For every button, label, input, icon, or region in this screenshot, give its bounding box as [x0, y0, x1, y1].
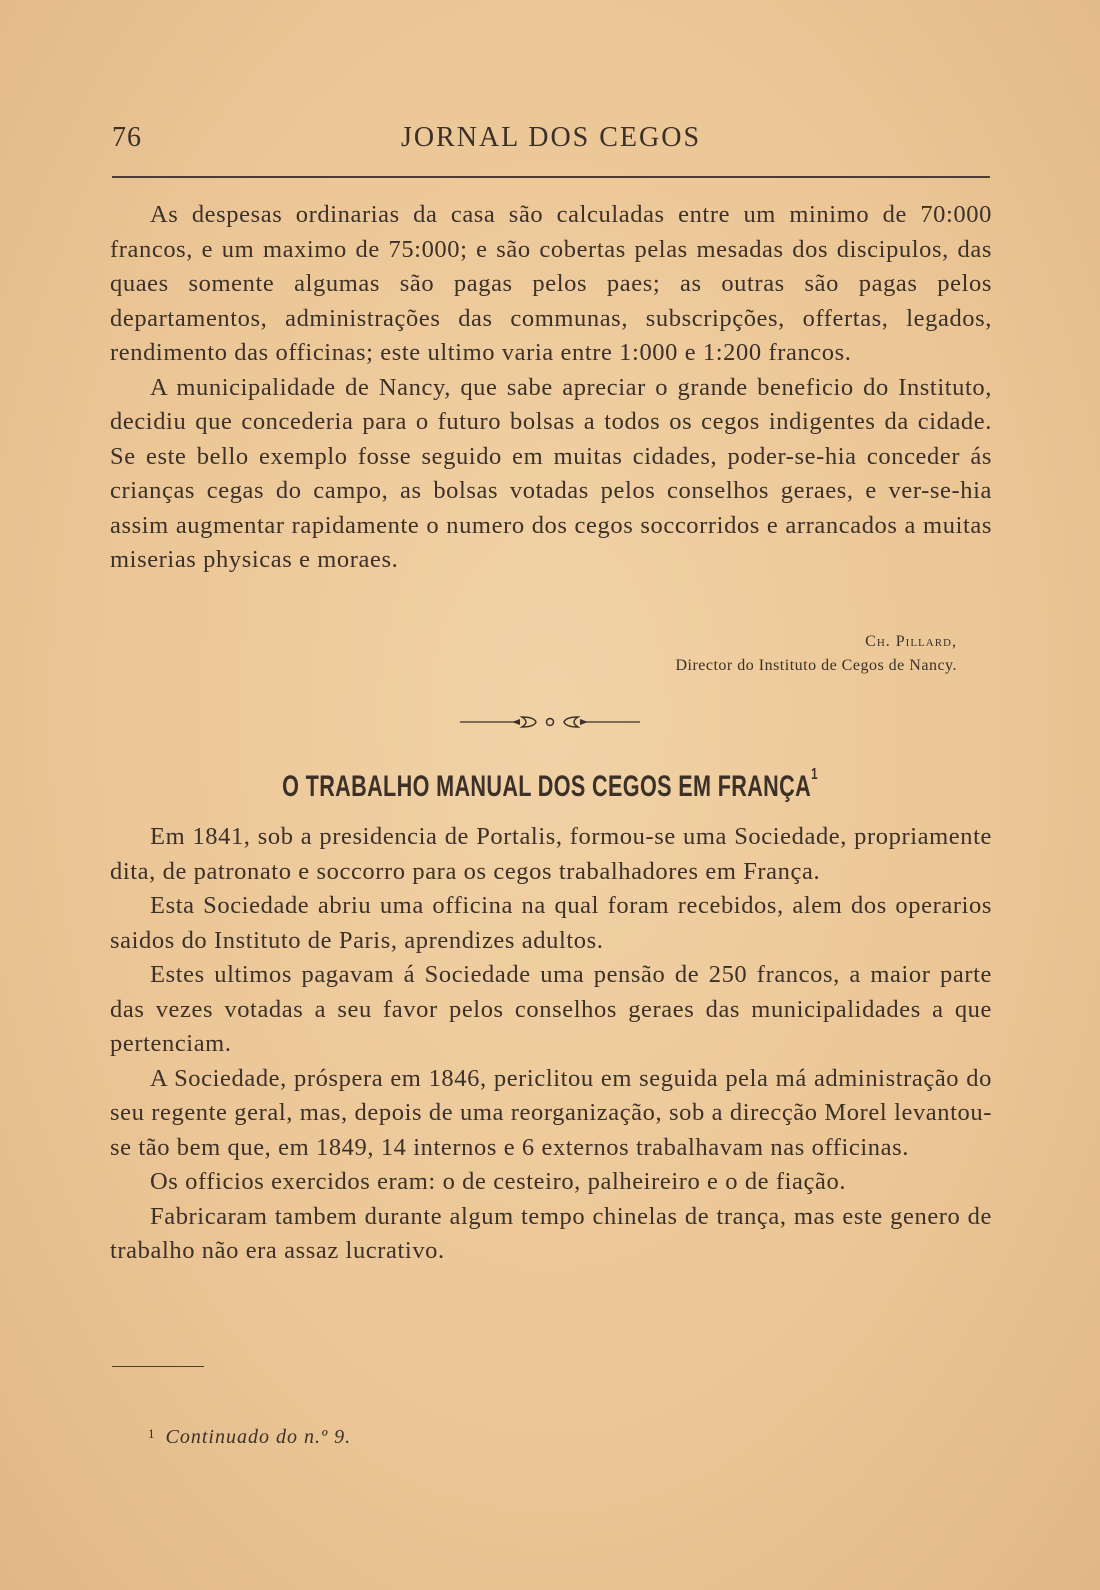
paragraph: Fabricaram tambem durante algum tempo chinelas de trança, mas este genero de trabalho não era assaz lucrativo. [110, 1202, 992, 1264]
ornamental-separator [460, 712, 640, 732]
paragraph: A municipalidade de Nancy, que sabe apreciar o grande beneficio do Instituto, decidiu que concederia para o futuro bolsas a todos os cegos indigentes da cidade. Se este bello exemplo fosse seguido em muitas cidades, poder-se-hia conceder ás crianças cegas do campo, as bolsas votadas pelos conselhos geraes, e ver-se-hia assim augmentar rapidamente o numero dos cegos soccorridos e arrancados a muitas miserias physicas e moraes. [110, 373, 992, 573]
signature-name: Ch. Pillard, [865, 633, 957, 650]
paragraph: As despesas ordinarias da casa são calculadas entre um minimo de 70:000 francos, e um maximo de 75:000; e são cobertas pelas mesadas dos discipulos, das quaes somente algumas são pagas pelos paes; as outras são pagas pelos departamentos, administrações das communas, subscripções, offertas, legados, rendimento das officinas; este ultimo varia entre 1:000 e 1:200 francos. [110, 201, 992, 366]
page-header [112, 118, 990, 162]
paragraph: A Sociedade, próspera em 1846, periclitou em seguida pela má administração do seu regente geral, mas, depois de uma reorganização, sob a direcção Morel levantou-se tão bem que, em 1849, 14 internos e 6 externos trabalhavam nas officinas. [110, 1064, 992, 1161]
article-body [110, 820, 992, 1269]
paragraph: Estes ultimos pagavam á Sociedade uma pensão de 250 francos, a maior parte das vezes votadas a seu favor pelos conselhos geraes das municipalidades a que pertenciam. [110, 961, 992, 1057]
paragraph: Os officios exercidos eram: o de cesteiro, palheireiro e o de fiação. [150, 1168, 847, 1195]
page-number: 76 [112, 122, 142, 153]
footnote-text: Continuado do n.º 9. [165, 1426, 352, 1448]
article-body [110, 198, 992, 578]
paragraph: Em 1841, sob a presidencia de Portalis, formou-se uma Sociedade, propriamente dita, de patronato e soccorro para os cegos trabalhadores em França. [110, 823, 992, 885]
signature-block [675, 630, 957, 678]
paragraph: Esta Sociedade abriu uma officina na qual foram recebidos, alem dos operarios saidos do Instituto de Paris, aprendizes adultos. [110, 892, 992, 954]
running-title: JORNAL DOS CEGOS [400, 122, 702, 153]
header-rule [112, 176, 990, 178]
footnote-rule [112, 1366, 204, 1367]
signature-title: Director do Instituto de Cegos de Nancy. [675, 657, 957, 674]
section-title [154, 766, 946, 804]
footnote-mark: 1 [148, 1426, 156, 1441]
footnote [148, 1426, 351, 1449]
section-title-text: O TRABALHO MANUAL DOS CEGOS EM FRANÇA [282, 770, 812, 803]
footnote-reference: 1 [811, 766, 818, 783]
